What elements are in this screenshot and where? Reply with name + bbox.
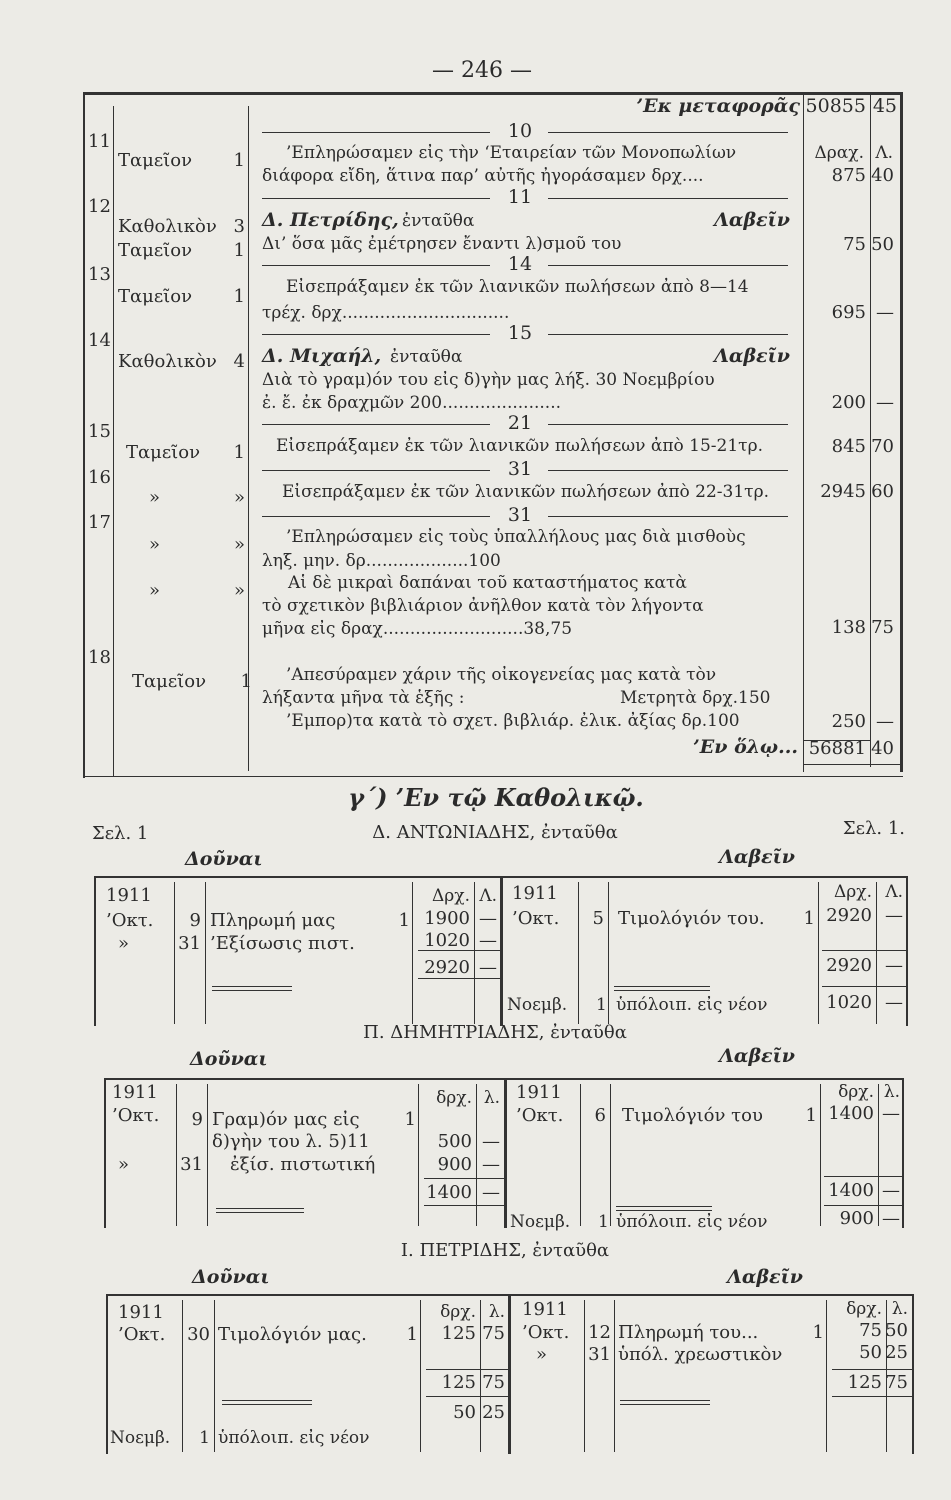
day: 9 xyxy=(191,1109,203,1130)
entry-text: διάφορα εἴδη, ἅτινα παρ’ αὐτῆς ἠγοράσαμεν δρχ.... xyxy=(262,166,704,186)
description: Τιμολόγιόν μας. xyxy=(218,1324,367,1345)
description: ὑπόλοιπ. εἰς νέον xyxy=(218,1428,370,1448)
day: 31 xyxy=(588,1344,611,1365)
entry-head: 11 xyxy=(507,186,533,208)
account-name: » xyxy=(149,534,161,555)
year: 1911 xyxy=(112,1082,158,1103)
amount-drachma: 1900 xyxy=(424,908,470,929)
year: 1911 xyxy=(512,883,558,904)
month: ’Οκτ. xyxy=(512,908,560,929)
month: ’Οκτ. xyxy=(516,1105,564,1126)
description: Πληρωμή μας xyxy=(210,910,336,931)
account-name: Ταμεῖον xyxy=(132,671,207,692)
balance-lepta: — xyxy=(882,1208,900,1229)
description: ἐξίσ. πιστωτική xyxy=(230,1154,376,1175)
entry-text: Αἱ δὲ μικραὶ δαπάναι τοῦ καταστήματος κατὰ xyxy=(288,573,687,593)
total-drachma: 1400 xyxy=(426,1182,472,1203)
day: 12 xyxy=(588,1322,611,1343)
total-lepta: 75 xyxy=(885,1372,908,1393)
day: 1 xyxy=(598,1212,609,1232)
currency-lepta: λ. xyxy=(488,1302,505,1322)
account-no: 1 xyxy=(240,671,252,692)
amount-lepta: 75 xyxy=(482,1323,505,1344)
debit-heading: Δοῦναι xyxy=(192,1266,270,1288)
description: Πληρωμή του... xyxy=(618,1322,759,1343)
currency-lepta: Λ. xyxy=(479,886,497,906)
entry-text: ληξ. μην. δρ...................100 xyxy=(262,551,501,571)
amount-drachma: 2945 xyxy=(820,481,866,502)
date-12: 12 xyxy=(88,196,111,217)
entry-head: 31 xyxy=(507,458,533,480)
amount-drachma: 845 xyxy=(831,436,866,457)
description: ὑπόλοιπ. εἰς νέον xyxy=(616,1212,768,1232)
description: ’Εξίσωσις πιστ. xyxy=(210,933,355,954)
day: 31 xyxy=(178,933,201,954)
date-11: 11 xyxy=(88,131,111,152)
currency-drachma: δρχ. xyxy=(440,1302,476,1322)
folio: 1 xyxy=(398,910,410,931)
month: Νοεμβ. xyxy=(507,995,568,1015)
entry-text: Δι’ ὅσα μᾶς ἐμέτρησεν ἔναντι λ)σμοῦ του xyxy=(262,234,622,254)
amount-lepta: 50 xyxy=(885,1320,908,1341)
entry-head: 14 xyxy=(507,253,533,275)
description: Τιμολόγιόν του xyxy=(622,1105,763,1126)
date-13: 13 xyxy=(88,264,111,285)
amount-lepta: 60 xyxy=(871,481,894,502)
account-name: Ταμεῖον xyxy=(118,150,193,171)
currency-drachma: δρχ. xyxy=(846,1299,882,1319)
currency-drachma: δρχ. xyxy=(838,1082,874,1102)
total-lepta: — xyxy=(482,1182,500,1203)
total-lepta: — xyxy=(885,955,903,976)
folio: 1 xyxy=(404,1109,416,1130)
account-name: Ι. ΠΕΤΡΙΔΗΣ, ἐνταῦθα xyxy=(400,1240,610,1261)
account-name: Ταμεῖον xyxy=(118,286,193,307)
currency-lepta: λ. xyxy=(483,1088,500,1108)
day: 1 xyxy=(199,1428,210,1448)
currency-lepta: Λ. xyxy=(885,882,903,902)
date-15: 15 xyxy=(88,421,111,442)
amount-drachma: 1400 xyxy=(828,1103,874,1124)
entry-text: ’Εμπορ)τα κατὰ τὸ σχετ. βιβλιάρ. ἐλικ. ἀξίας δρ.100 xyxy=(286,711,740,731)
year: 1911 xyxy=(522,1299,568,1320)
amount-lepta: 50 xyxy=(871,234,894,255)
total-lepta: 75 xyxy=(482,1372,505,1393)
debit-heading: Δοῦναι xyxy=(185,848,263,870)
amount-drachma: 695 xyxy=(831,302,866,323)
entry-text: Εἰσεπράξαμεν ἐκ τῶν λιανικῶν πωλήσεων ἀπὸ 8—14 xyxy=(286,277,749,297)
description: Τιμολόγιόν του. xyxy=(618,908,765,929)
currency-drachma: Δρχ. xyxy=(432,886,470,906)
description: ὑπόλοιπ. εἰς νέον xyxy=(616,995,768,1015)
account-no: » xyxy=(233,580,245,601)
amount-drachma: 1020 xyxy=(424,930,470,951)
amount-drachma: 125 xyxy=(441,1323,476,1344)
account-name: » xyxy=(149,580,161,601)
currency-lepta: λ. xyxy=(891,1299,908,1319)
credit-heading: Λαβεῖν xyxy=(727,1266,803,1288)
year: 1911 xyxy=(106,885,152,906)
amount-drachma: 250 xyxy=(831,711,866,732)
year: 1911 xyxy=(118,1302,164,1323)
amount-drachma: 2920 xyxy=(826,905,872,926)
amount-drachma: 875 xyxy=(831,165,866,186)
month: Νοεμβ. xyxy=(110,1428,171,1448)
month: » xyxy=(118,1154,130,1175)
amount-lepta: — xyxy=(482,1131,500,1152)
amount-lepta: 70 xyxy=(871,436,894,457)
amount-lepta: — xyxy=(882,1103,900,1124)
account-no: 4 xyxy=(233,351,245,372)
entry-head: 31 xyxy=(507,504,533,526)
entry-text: Μετρητὰ δρχ.150 xyxy=(620,688,771,708)
entry-text: ἐνταῦθα xyxy=(402,211,475,231)
entry-person: Δ. Πετρίδης, xyxy=(262,209,399,231)
folio: 1 xyxy=(805,1105,817,1126)
entry-head: 21 xyxy=(507,412,533,434)
account-no: » xyxy=(233,487,245,508)
folio: 1 xyxy=(803,908,815,929)
currency-drachma: Δρχ. xyxy=(834,882,872,902)
day: 6 xyxy=(594,1105,606,1126)
account-no: 3 xyxy=(233,216,245,237)
amount-lepta: 25 xyxy=(885,1342,908,1363)
amount-lepta: — xyxy=(876,711,894,732)
page-ref-right: Σελ. 1. xyxy=(842,818,905,839)
account-name: Δ. ΑΝΤΩΝΙΑΔΗΣ, ἐνταῦθα xyxy=(372,822,618,843)
amount-lepta: — xyxy=(479,908,497,929)
month: » xyxy=(118,933,130,954)
total-drachma: 1400 xyxy=(828,1180,874,1201)
description: Γραμ)όν μας εἰς xyxy=(212,1109,360,1130)
month: ’Οκτ. xyxy=(118,1324,166,1345)
currency-drachma: Δραχ. xyxy=(814,143,864,163)
entry-text: ’Επληρώσαμεν εἰς τὴν ‘Εταιρείαν τῶν Μονοπωλίων xyxy=(286,143,737,163)
amount-lepta: 40 xyxy=(871,165,894,186)
amount-lepta: — xyxy=(876,392,894,413)
entry-text: ἐνταῦθα xyxy=(390,347,463,367)
date-18: 18 xyxy=(88,647,111,668)
entry-text: ’Επληρώσαμεν εἰς τοὺς ὑπαλλήλους μας διὰ μισθοὺς xyxy=(286,527,746,547)
debit-heading: Δοῦναι xyxy=(190,1048,268,1070)
month: ’Οκτ. xyxy=(522,1322,570,1343)
currency-drachma: δρχ. xyxy=(436,1088,472,1108)
total-drachma: 2920 xyxy=(826,955,872,976)
account-name: Π. ΔΗΜΗΤΡΙΑΔΗΣ, ἐνταῦθα xyxy=(363,1022,627,1043)
entry-text: ’Απεσύραμεν χάριν τῆς οἰκογενείας μας κατὰ τὸν xyxy=(286,665,717,685)
section-title: γ΄) ’Εν τῷ Καθολικῷ. xyxy=(348,783,644,812)
entry-text: Διὰ τὸ γραμ)όν του εἰς δ)γὴν μας λήξ. 30 Νοεμβρίου xyxy=(262,370,715,390)
month: ’Οκτ. xyxy=(106,910,154,931)
account-name: Ταμεῖον xyxy=(118,240,193,261)
day: 31 xyxy=(180,1154,203,1175)
total-lepta: — xyxy=(479,957,497,978)
description: δ)γὴν του λ. 5)11 xyxy=(212,1131,370,1152)
entry-text: Εἰσεπράξαμεν ἐκ τῶν λιανικῶν πωλήσεων ἀπὸ 15-21τρ. xyxy=(276,436,763,456)
total-drachma: 125 xyxy=(847,1372,882,1393)
amount-drachma: 500 xyxy=(437,1131,472,1152)
account-name: Καθολικὸν xyxy=(118,216,217,237)
entry-text: τὸ σχετικὸν βιβλιάριον ἀνῆλθον κατὰ τὸν λήγοντα xyxy=(262,596,704,616)
date-14: 14 xyxy=(88,330,111,351)
balance-drachma: 1020 xyxy=(826,992,872,1013)
entry-person: Δ. Μιχαήλ, xyxy=(262,345,382,367)
description: ὑπόλ. χρεωστικὸν xyxy=(618,1344,783,1365)
balance-lepta: 25 xyxy=(482,1402,505,1423)
total-drachma: 125 xyxy=(441,1372,476,1393)
amount-drachma: 900 xyxy=(437,1154,472,1175)
total-lepta: — xyxy=(882,1180,900,1201)
amount-drachma: 138 xyxy=(831,617,866,638)
amount-lepta: 75 xyxy=(871,617,894,638)
carried-cents: 45 xyxy=(872,95,897,117)
year: 1911 xyxy=(516,1082,562,1103)
account-no: 1 xyxy=(233,286,245,307)
entry-text: μῆνα εἰς δραχ..........................38,75 xyxy=(262,619,573,639)
date-17: 17 xyxy=(88,512,111,533)
entry-labein: Λαβεῖν xyxy=(714,209,790,231)
balance-drachma: 50 xyxy=(453,1402,476,1423)
account-name: Καθολικὸν xyxy=(118,351,217,372)
day: 1 xyxy=(596,995,607,1015)
account-no: 1 xyxy=(233,442,245,463)
balance-lepta: — xyxy=(885,992,903,1013)
amount-lepta: 40 xyxy=(871,738,894,759)
currency-lepta: λ. xyxy=(883,1082,900,1102)
total-drachma: 2920 xyxy=(424,957,470,978)
account-no: 1 xyxy=(233,240,245,261)
amount-drachma: 75 xyxy=(843,234,866,255)
amount-drachma: 75 xyxy=(859,1320,882,1341)
account-no: » xyxy=(233,534,245,555)
day: 30 xyxy=(187,1324,210,1345)
entry-text: τρέχ. δρχ............................... xyxy=(262,303,510,323)
account-name: Ταμεῖον xyxy=(126,442,201,463)
account-name: » xyxy=(149,487,161,508)
amount-drachma: 50 xyxy=(859,1342,882,1363)
credit-heading: Λαβεῖν xyxy=(719,846,795,868)
currency-lepta: Λ. xyxy=(875,143,893,163)
balance-drachma: 900 xyxy=(839,1208,874,1229)
day: 5 xyxy=(592,908,604,929)
entry-head: 15 xyxy=(507,322,533,344)
amount-lepta: — xyxy=(482,1154,500,1175)
entry-head: 10 xyxy=(507,120,533,142)
entry-labein: Λαβεῖν xyxy=(714,345,790,367)
amount-drachma: 200 xyxy=(831,392,866,413)
amount-drachma: 56881 xyxy=(808,738,866,759)
carried-label: ’Εκ μεταφορᾶς xyxy=(636,95,800,117)
amount-lepta: — xyxy=(876,302,894,323)
month: » xyxy=(536,1344,548,1365)
page-number: — 246 — xyxy=(432,58,532,83)
folio: 1 xyxy=(406,1324,418,1345)
amount-lepta: — xyxy=(479,930,497,951)
month: Νοεμβ. xyxy=(510,1212,571,1232)
credit-heading: Λαβεῖν xyxy=(719,1045,795,1067)
entry-text: ἐ. ἔ. ἐκ δραχμῶν 200...................... xyxy=(262,393,562,413)
entry-text: λήξαντα μῆνα τὰ ἑξῆς : xyxy=(262,688,465,708)
amount-lepta: — xyxy=(885,905,903,926)
folio: 1 xyxy=(812,1322,824,1343)
page-ref-left: Σελ. 1 xyxy=(92,823,149,844)
carried-amount: 50855 xyxy=(805,95,866,117)
entry-text: Εἰσεπράξαμεν ἐκ τῶν λιανικῶν πωλήσεων ἀπὸ 22-31τρ. xyxy=(282,482,769,502)
month: ’Οκτ. xyxy=(112,1105,160,1126)
day: 9 xyxy=(189,910,201,931)
date-16: 16 xyxy=(88,467,111,488)
account-no: 1 xyxy=(233,150,245,171)
total-label: ’Εν ὅλῳ... xyxy=(693,736,798,758)
